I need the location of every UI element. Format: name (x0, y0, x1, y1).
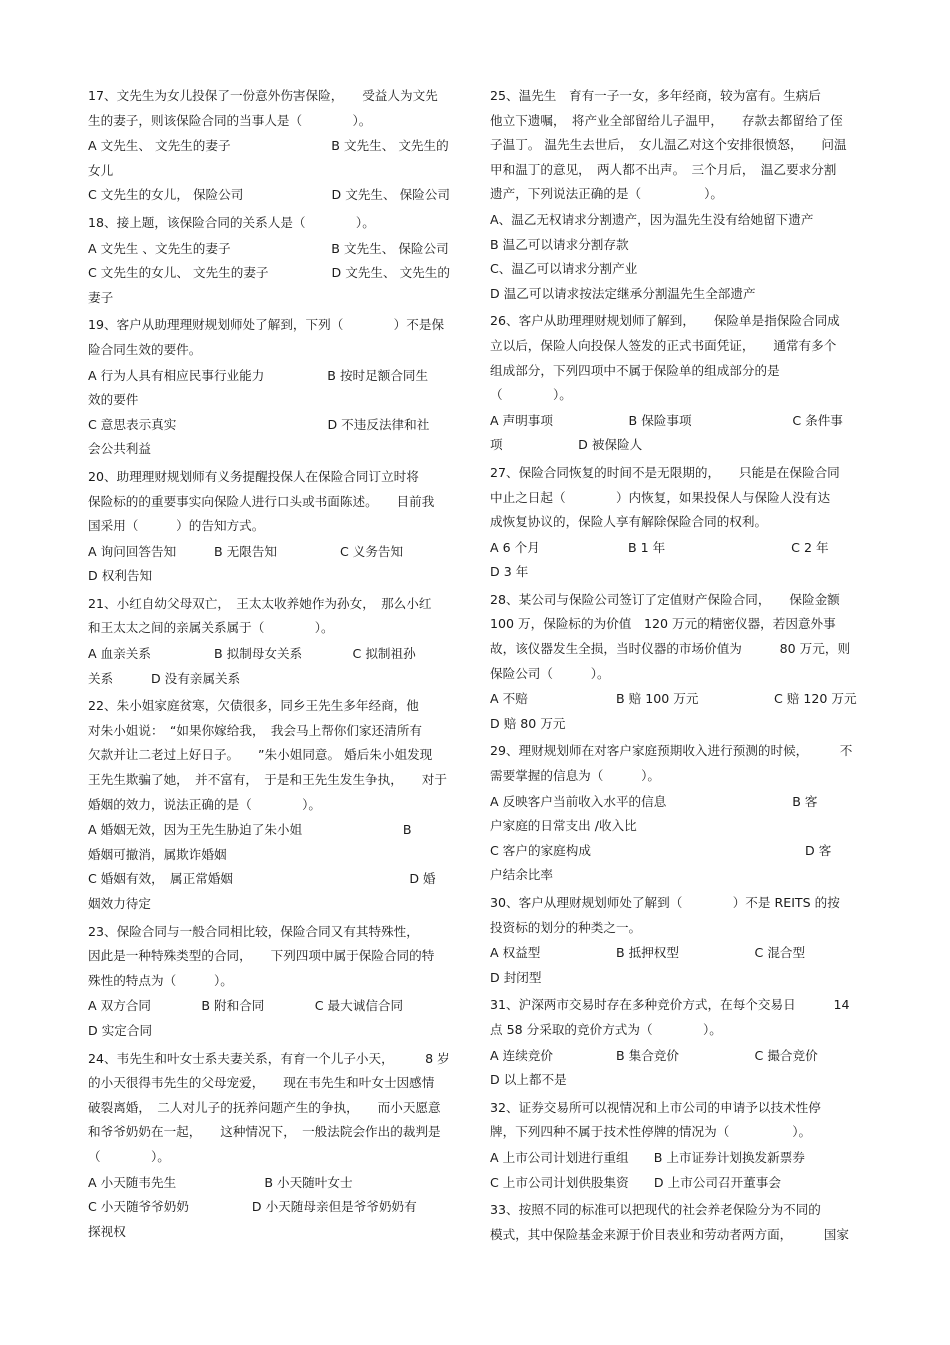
question-stem (490, 461, 862, 535)
answer-options-line: A 双方合同 B 附和合同 C 最大诚信合同 (88, 998, 404, 1014)
question-text-line: 和王太太之间的亲属关系属于（ ）。 (88, 620, 334, 636)
answer-options-line: D 以上都不是 (490, 1072, 567, 1088)
answer-options-line: C 婚姻有效， 属正常婚姻 D 婚 (88, 871, 436, 887)
question-block (490, 891, 862, 990)
answer-options-line: A 文先生、 文先生的妻子 B 文先生、 文先生的 (88, 138, 449, 154)
answer-options-line: D 封闭型 (490, 969, 542, 985)
question-text-line: 中止之日起（ ）内恢复，如果投保人与保险人没有达 (490, 489, 831, 505)
answer-options-line: A 上市公司计划进行重组 B 上市证券计划换发新票券 (490, 1149, 805, 1165)
answer-options-line: C 文先生的女儿、 文先生的妻子 D 文先生、 文先生的 (88, 265, 450, 281)
question-text-line: 20、助理理财规划师有义务提醒投保人在保险合同订立时将 (88, 468, 419, 484)
question-text-line: 保险标的的重要事实向保险人进行口头或书面陈述。 目前我 (88, 493, 435, 509)
answer-options-line: 关系 D 没有亲属关系 (88, 670, 241, 686)
answer-options-line: D 温乙可以请求按法定继承分割温先生全部遗产 (490, 285, 756, 301)
answer-options-line: C 意思表示真实 D 不违反法律和社 (88, 416, 430, 432)
question-block (88, 465, 460, 589)
question-text-line: 30、客户从理财规划师处了解到（ ）不是 REITS 的按 (490, 895, 840, 910)
question-block (88, 694, 460, 916)
answer-options-line: 户结余比率 (490, 867, 553, 883)
answer-options-line: 会公共利益 (88, 441, 151, 457)
answer-options-line: D 3 年 (490, 564, 529, 580)
question-stem (490, 588, 862, 686)
question-text-line: 和爷爷奶奶在一起， 这种情况下， 一般法院会作出的裁判是 (88, 1124, 441, 1140)
question-stem (88, 84, 460, 133)
answer-options-line: A、温乙无权请求分割遗产，因为温先生没有给她留下遗产 (490, 211, 814, 227)
answer-options-line: A 不赔 B 赔 100 万元 C 赔 120 万元 (490, 691, 857, 707)
question-stem (490, 891, 862, 940)
question-block (88, 1047, 460, 1245)
answer-options-line: B 温乙可以请求分割存款 (490, 236, 629, 252)
answer-options-line: A 小天随韦先生 B 小天随叶女士 (88, 1174, 353, 1190)
question-stem (88, 465, 460, 539)
question-text-line: 欠款并让二老过上好日子。 ”朱小姐同意。 婚后朱小姐发现 (88, 747, 433, 763)
question-text-line: （ ）。 (88, 1148, 170, 1164)
question-text-line: 子温丁。 温先生去世后， 女儿温乙对这个安排很愤怒， 问温 (490, 137, 847, 153)
answer-options-line: A 声明事项 B 保险事项 C 条件事 (490, 412, 843, 428)
question-text-line: 王先生欺骗了她， 并不富有， 于是和王先生发生争执， 对于 (88, 772, 447, 788)
question-text-line: 23、保险合同与一般合同相比较，保险合同又有其特殊性， (88, 923, 419, 939)
question-text-line: 遗产，下列说法正确的是（ ）。 (490, 186, 723, 202)
question-text-line: （ ）。 (490, 387, 572, 403)
right-column (490, 84, 862, 1250)
answer-options-line: A 6 个月 B 1 年 C 2 年 (490, 539, 829, 555)
question-block (490, 1198, 862, 1247)
question-text-line: 保险公司（ ）。 (490, 665, 610, 681)
question-block (490, 588, 862, 737)
question-text-line: 生的妻子，则该保险合同的当事人是（ ）。 (88, 112, 372, 128)
question-text-line: 婚姻的效力，说法正确的是（ ）。 (88, 796, 321, 812)
question-stem (490, 1096, 862, 1145)
answer-options-line: 婚姻可撤消，属欺诈婚姻 (88, 846, 227, 862)
question-block (88, 313, 460, 462)
question-stem (88, 920, 460, 994)
answer-options-line: A 血亲关系 B 拟制母女关系 C 拟制祖孙 (88, 646, 416, 662)
question-stem (490, 1198, 862, 1247)
question-text-line: 27、保险合同恢复的时间不是无限期的， 只能是在保险合同 (490, 464, 840, 480)
answer-options-line: C 客户的家庭构成 D 客 (490, 842, 832, 858)
question-text-line: 24、韦先生和叶女士系夫妻关系，有育一个儿子小天， 8 岁 (88, 1050, 450, 1066)
question-text-line: 组成部分，下列四项中不属于保险单的组成部分的是 (490, 362, 780, 378)
answer-options-line: 妻子 (88, 289, 114, 305)
question-text-line: 他立下遗嘱， 将产业全部留给儿子温甲， 存款去都留给了侄 (490, 112, 843, 128)
question-block (88, 592, 460, 691)
question-stem (88, 313, 460, 362)
answer-options-line: D 权利告知 (88, 568, 153, 584)
answer-options-line: C 文先生的女儿， 保险公司 D 文先生、 保险公司 (88, 187, 450, 203)
question-text-line: 险合同生效的要件。 (88, 341, 202, 357)
answer-options-line: 姻效力待定 (88, 896, 151, 911)
question-stem (88, 694, 460, 817)
question-text-line: 19、客户从助理理财规划师处了解到，下列（ ）不是保 (88, 317, 445, 333)
question-block (490, 84, 862, 306)
question-text-line: 25、温先生 育有一子一女，多年经商，较为富有。生病后 (490, 88, 821, 103)
question-text-line: 22、朱小姐家庭贫寒，欠债很多，同乡王先生多年经商，他 (88, 698, 419, 714)
question-text-line: 17、文先生为女儿投保了一份意外伤害保险， 受益人为文先 (88, 88, 438, 103)
answer-options-line: A 文先生 、文先生的妻子 B 文先生、 保险公司 (88, 240, 449, 256)
question-text-line: 立以后，保险人向投保人签发的正式书面凭证， 通常有多个 (490, 337, 837, 353)
answer-options-line: D 赔 80 万元 (490, 715, 566, 731)
answer-options-line: 项 D 被保险人 (490, 437, 643, 453)
question-text-line: 成恢复协议的，保险人享有解除保险合同的权利。 (490, 514, 768, 530)
answer-options-line: A 反映客户当前收入水平的信息 B 客 (490, 793, 818, 809)
answer-options-line: 户家庭的日常支出 /收入比 (490, 818, 637, 834)
question-stem (490, 84, 862, 207)
question-text-line: 殊性的特点为（ ）。 (88, 972, 233, 988)
question-text-line: 牌，下列四种不属于技术性停牌的情况为（ ）。 (490, 1124, 812, 1140)
left-column (88, 84, 460, 1247)
question-block (88, 84, 460, 208)
question-text-line: 26、客户从助理理财规划师了解到， 保险单是指保险合同成 (490, 313, 840, 329)
answer-options-line: C 上市公司计划供股集资 D 上市公司召开董事会 (490, 1174, 781, 1190)
question-text-line: 32、证券交易所可以视情况和上市公司的申请予以技术性停 (490, 1099, 821, 1115)
question-text-line: 需要掌握的信息为（ ）。 (490, 768, 661, 784)
question-text-line: 点 58 分采取的竞价方式为（ ）。 (490, 1021, 722, 1037)
question-text-line: 模式，其中保险基金来源于价目表业和劳动者两方面， 国家 (490, 1226, 849, 1242)
question-stem (88, 1047, 460, 1170)
question-text-line: 甲和温丁的意见， 两人都不出声。 三个月后， 温乙要求分割 (490, 161, 837, 177)
question-text-line: 18、接上题，该保险合同的关系人是（ ）。 (88, 214, 375, 230)
question-text-line: 31、沪深两市交易时存在多种竞价方式，在每个交易日 14 (490, 997, 850, 1013)
question-block (490, 993, 862, 1092)
question-text-line: 100 万，保险标的为价值 120 万元的精密仪器，若因意外事 (490, 616, 836, 632)
question-text-line: 国采用（ ）的告知方式。 (88, 518, 265, 534)
question-text-line: 28、某公司与保险公司签订了定值财产保险合同， 保险金额 (490, 591, 840, 607)
answer-options-line: A 权益型 B 抵押权型 C 混合型 (490, 945, 806, 961)
question-stem (490, 309, 862, 407)
question-block (88, 920, 460, 1044)
question-stem (490, 739, 862, 788)
question-stem (88, 592, 460, 641)
answer-options-line: A 婚姻无效，因为王先生胁迫了朱小姐 B (88, 822, 412, 838)
question-text-line: 33、按照不同的标准可以把现代的社会养老保险分为不同的 (490, 1202, 821, 1218)
question-text-line: 因此是一种特殊类型的合同， 下列四项中属于保险合同的特 (88, 948, 435, 964)
question-block (88, 211, 460, 310)
question-text-line: 的小天很得韦先生的父母宠爱， 现在韦先生和叶女士因感情 (88, 1075, 435, 1091)
question-block (490, 739, 862, 888)
question-block (490, 1096, 862, 1195)
answer-options-line: A 连续竞价 B 集合竞价 C 撮合竞价 (490, 1047, 818, 1063)
answer-options-line: C 小天随爷爷奶奶 D 小天随母亲但是爷爷奶奶有 (88, 1199, 417, 1215)
question-text-line: 对朱小姐说： “如果你嫁给我， 我会马上帮你们家还清所有 (88, 722, 422, 738)
question-block (490, 461, 862, 585)
answer-options-line: 探视权 (88, 1223, 126, 1239)
answer-options-line: C、温乙可以请求分割产业 (490, 261, 638, 277)
question-text-line: 破裂离婚， 二人对儿子的抚养问题产生的争执， 而小天愿意 (88, 1099, 441, 1115)
question-text-line: 21、小红自幼父母双亡， 王太太收养她作为孙女， 那么小红 (88, 595, 432, 611)
question-block (490, 309, 862, 458)
question-text-line: 29、理财规划师在对客户家庭预期收入进行预测的时候， 不 (490, 743, 853, 759)
question-stem (88, 211, 460, 236)
answer-options-line: 效的要件 (88, 392, 139, 408)
question-text-line: 故，该仪器发生全损，当时仪器的市场价值为 80 万元，则 (490, 641, 851, 657)
question-text-line: 投资标的划分的种类之一。 (490, 919, 642, 935)
answer-options-line: 女儿 (88, 162, 114, 178)
question-stem (490, 993, 862, 1042)
answer-options-line: D 实定合同 (88, 1022, 153, 1038)
answer-options-line: A 询问回答告知 B 无限告知 C 义务告知 (88, 543, 404, 559)
answer-options-line: A 行为人具有相应民事行业能力 B 按时足额合同生 (88, 367, 429, 383)
